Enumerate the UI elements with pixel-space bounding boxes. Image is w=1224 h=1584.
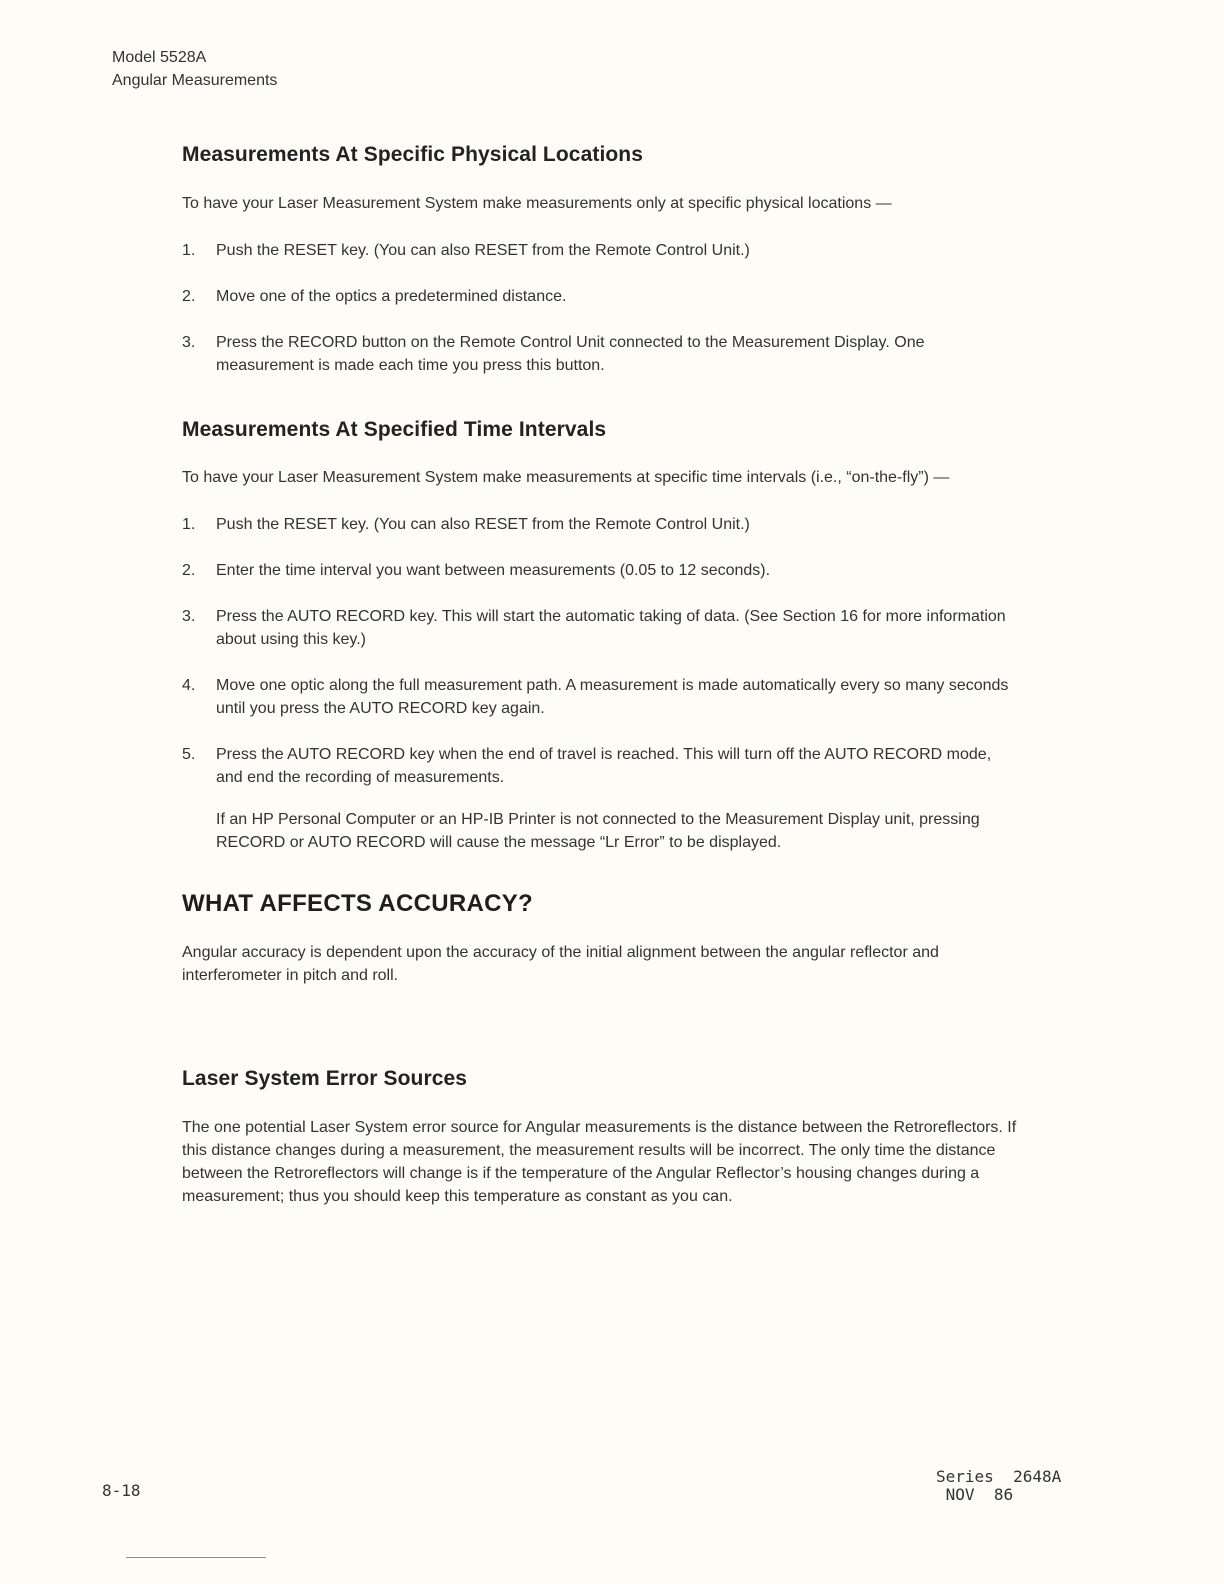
step-number: 1. — [182, 516, 196, 533]
step-text: Push the RESET key. (You can also RESET from the Remote Control Unit.) — [216, 242, 750, 259]
series-label: Series — [936, 1467, 994, 1486]
list-item — [182, 674, 1018, 720]
physical-locations-steps — [182, 239, 1018, 377]
heading-physical-locations: Measurements At Specific Physical Locations — [182, 143, 644, 166]
step-number: 3. — [182, 608, 196, 625]
step-text: Push the RESET key. (You can also RESET from the Remote Control Unit.) — [216, 516, 750, 533]
page-number: 8-18 — [102, 1481, 141, 1500]
heading-time-intervals: Measurements At Specified Time Intervals — [182, 418, 607, 441]
series-value: 2648A — [1013, 1467, 1062, 1486]
step-number: 1. — [182, 242, 196, 259]
running-head — [112, 46, 277, 92]
printer-note: If an HP Personal Computer or an HP-IB Printer is not connected to the Measurement Display unit, pressing RECORD or AUTO RECORD will cause the message “Lr Error” to be displayed. — [216, 811, 980, 851]
step-number: 4. — [182, 677, 196, 694]
time-intervals-steps — [182, 513, 1018, 789]
section-label: Angular Measurements — [112, 72, 278, 89]
heading-error-sources: Laser System Error Sources — [182, 1067, 468, 1090]
step-text: Move one optic along the full measurement path. A measurement is made automatically every so many seconds until you press the AUTO RECORD key again. — [216, 677, 1009, 717]
bottom-rule — [126, 1557, 266, 1558]
list-item — [182, 513, 1018, 536]
list-item — [182, 331, 1018, 377]
page-content — [182, 143, 1018, 1208]
step-text: Enter the time interval you want between measurements (0.05 to 12 seconds). — [216, 562, 771, 579]
accuracy-body: Angular accuracy is dependent upon the accuracy of the initial alignment between the angular reflector and interferometer in pitch and roll. — [182, 944, 939, 984]
time-intervals-intro: To have your Laser Measurement System make measurements at specific time intervals (i.e., “on-the-fly”) — — [182, 469, 950, 486]
list-item — [182, 285, 1018, 308]
step-number: 2. — [182, 562, 196, 579]
date-month: NOV — [945, 1485, 975, 1504]
series-stamp — [936, 1468, 1061, 1504]
physical-locations-intro: To have your Laser Measurement System make measurements only at specific physical locations — — [182, 195, 892, 212]
step-number: 5. — [182, 746, 196, 763]
step-text: Press the AUTO RECORD key when the end of travel is reached. This will turn off the AUTO RECORD mode, and end the recording of measurements. — [216, 746, 992, 786]
step-text: Press the RECORD button on the Remote Control Unit connected to the Measurement Display. One measurement is made each time you press this button. — [216, 334, 925, 374]
step-text: Press the AUTO RECORD key. This will start the automatic taking of data. (See Section 16 for more information about using this key.) — [216, 608, 1006, 648]
model-label: Model 5528A — [112, 49, 207, 66]
step-text: Move one of the optics a predetermined distance. — [216, 288, 567, 305]
date-year: 86 — [993, 1485, 1014, 1504]
error-sources-body: The one potential Laser System error source for Angular measurements is the distance between the Retroreflectors. If this distance changes during a measurement, the measurement results will be incorrect. The only time the distance between the Retroreflectors will change is if the temperature of the Angular Reflector’s housing changes during a measurement; thus you should keep this temperature as constant as you can. — [182, 1119, 1017, 1205]
step-number: 3. — [182, 334, 196, 351]
step-number: 2. — [182, 288, 196, 305]
heading-accuracy: WHAT AFFECTS ACCURACY? — [182, 890, 534, 917]
list-item — [182, 239, 1018, 262]
list-item — [182, 605, 1018, 651]
list-item — [182, 743, 1018, 789]
list-item — [182, 559, 1018, 582]
